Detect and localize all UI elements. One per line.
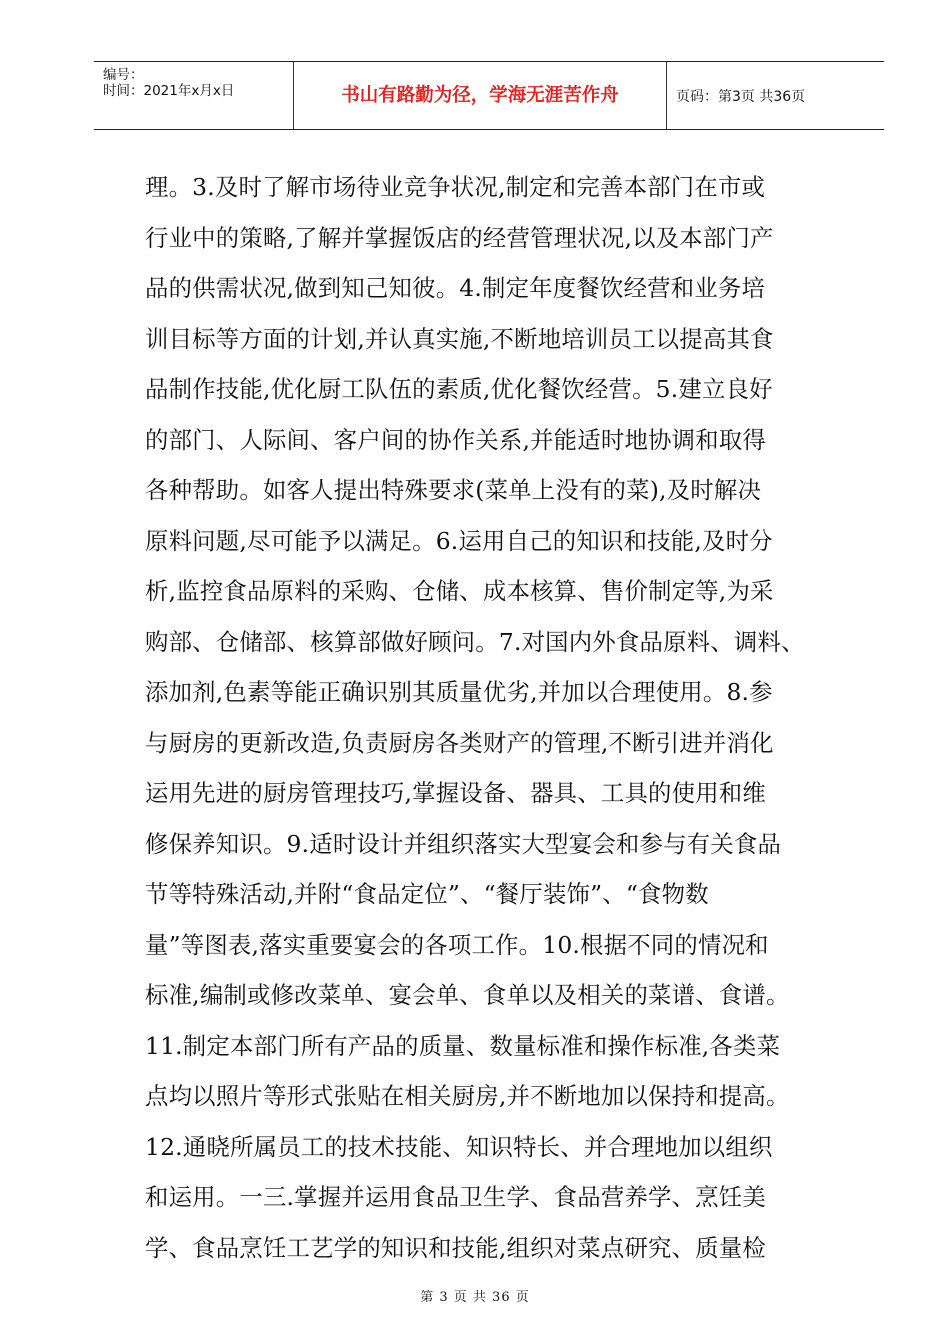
body-line: 品制作技能,优化厨工队伍的素质,优化餐饮经营。5.建立良好	[145, 375, 773, 403]
body-line: 购部、仓储部、核算部做好顾问。7.对国内外食品原料、调料、	[145, 627, 805, 656]
body-line: 运用先进的厨房管理技巧,掌握设备、器具、工具的使用和维	[145, 779, 766, 807]
body-line: 各种帮助。如客人提出特殊要求(菜单上没有的菜),及时解决	[145, 476, 762, 504]
body-line: 11.制定本部门所有产品的质量、数量标准和操作标准,各类菜	[145, 1031, 781, 1060]
body-text	[145, 162, 845, 1273]
body-line: 品的供需状况,做到知己知彼。4.制定年度餐饮经营和业务培	[145, 274, 766, 302]
body-line: 行业中的策略,了解并掌握饭店的经营管理状况,以及本部门产	[145, 223, 774, 252]
body-line: 与厨房的更新改造,负责厨房各类财产的管理,不断引进并消化	[145, 728, 774, 757]
page-header	[94, 61, 884, 130]
body-line: 添加剂,色素等能正确识别其质量优劣,并加以合理使用。8.参	[145, 678, 773, 706]
body-line: 和运用。一三.掌握并运用食品卫生学、食品营养学、烹饪美	[145, 1183, 766, 1211]
body-line: 理。3.及时了解市场待业竞争状况,制定和完善本部门在市或	[145, 173, 766, 201]
time-label: 时间：2021年x月x日	[103, 83, 235, 99]
header-motto-cell	[294, 62, 667, 129]
body-line: 的部门、人际间、客户间的协作关系,并能适时地协调和取得	[145, 425, 766, 454]
body-line: 学、食品烹饪工艺学的知识和技能,组织对菜点研究、质量检	[145, 1233, 766, 1262]
motto-text: 书山有路勤为径，学海无涯苦作舟	[341, 85, 619, 106]
body-line: 节等特殊活动,并附“食品定位”、“餐厅装饰”、“食物数	[145, 880, 709, 908]
body-line: 训目标等方面的计划,并认真实施,不断地培训员工以提高其食	[145, 324, 774, 353]
body-line: 修保养知识。9.适时设计并组织落实大型宴会和参与有关食品	[145, 829, 782, 858]
page-code: 页码：第3页 共36页	[676, 89, 806, 105]
body-line: 12.通晓所属员工的技术技能、知识特长、并合理地加以组织	[145, 1132, 773, 1161]
body-line: 标准,编制或修改菜单、宴会单、食单以及相关的菜谱、食谱。	[145, 981, 790, 1009]
body-line: 原料问题,尽可能予以满足。6.运用自己的知识和技能,及时分	[145, 526, 773, 555]
page-footer: 第 3 页 共 36 页	[420, 1290, 530, 1305]
serial-number-label: 编号：	[103, 67, 144, 83]
body-line: 点均以照片等形式张贴在相关厨房,并不断地加以保持和提高。	[145, 1082, 790, 1110]
header-info-cell	[94, 62, 294, 129]
body-line: 析,监控食品原料的采购、仓储、成本核算、售价制定等,为采	[145, 577, 774, 605]
body-line: 量”等图表,落实重要宴会的各项工作。10.根据不同的情况和	[145, 930, 769, 959]
header-page-cell	[667, 62, 884, 129]
